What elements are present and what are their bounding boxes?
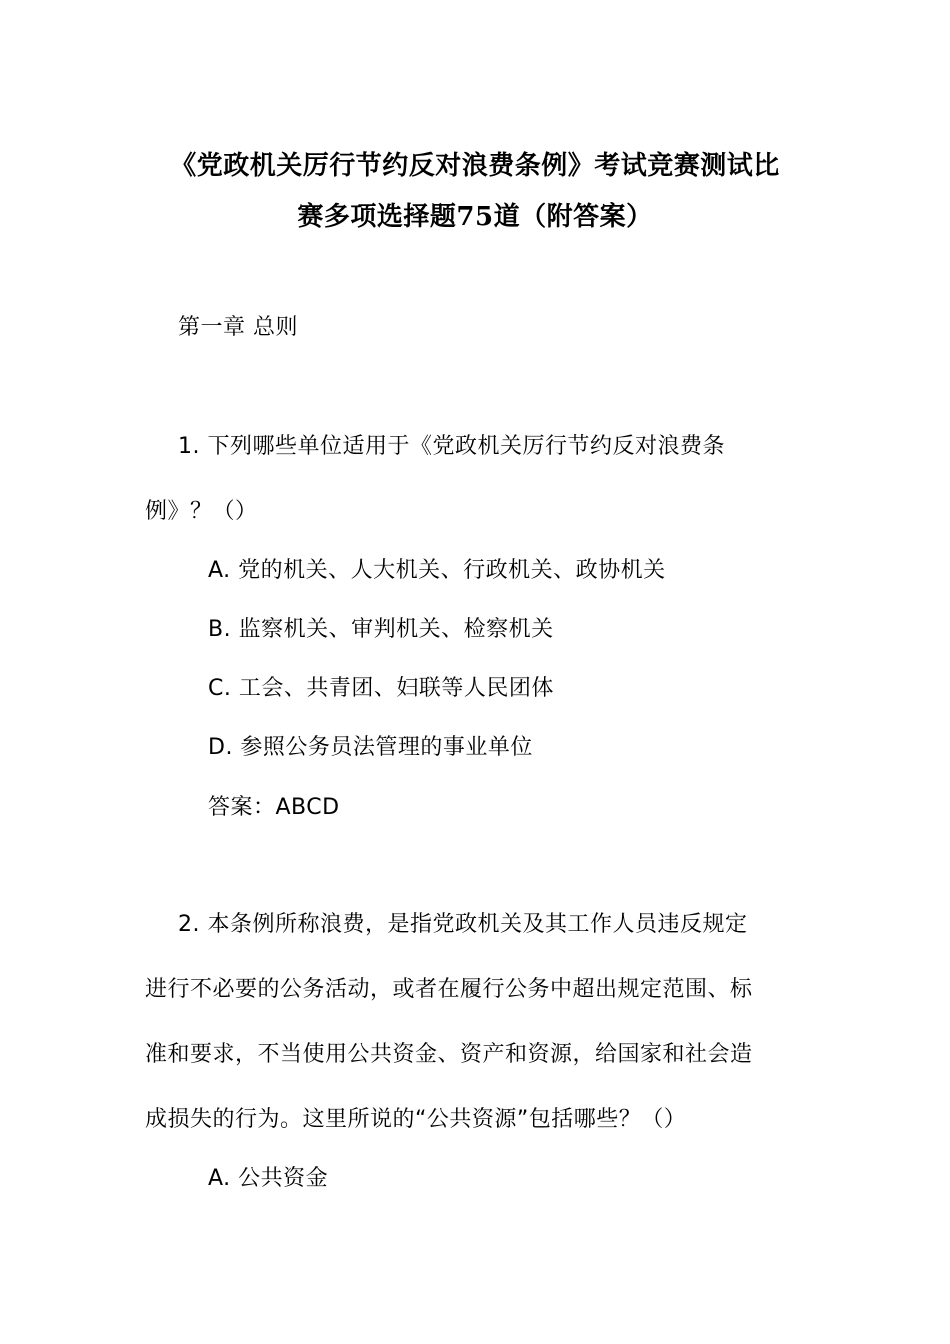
question-2-stem-line-4: 成损失的行为。这里所说的“公共资源”包括哪些？（） bbox=[145, 1107, 687, 1132]
question-2-option-a: A. 公共资金 bbox=[208, 1166, 329, 1191]
chapter-heading: 第一章 总则 bbox=[178, 315, 298, 340]
document-title-line-2: 赛多项选择题75道（附答案） bbox=[297, 202, 653, 232]
question-1-stem-line-1: 1. 下列哪些单位适用于《党政机关厉行节约反对浪费条 bbox=[178, 434, 725, 459]
question-2-stem-line-3: 准和要求，不当使用公共资金、资产和资源，给国家和社会造 bbox=[145, 1042, 753, 1067]
question-2-stem-line-2: 进行不必要的公务活动，或者在履行公务中超出规定范围、标 bbox=[145, 977, 753, 1002]
question-1-option-a: A. 党的机关、人大机关、行政机关、政协机关 bbox=[208, 558, 666, 583]
question-1-stem-line-2: 例》？（） bbox=[145, 499, 258, 524]
question-1-option-b: B. 监察机关、审判机关、检察机关 bbox=[208, 617, 554, 642]
question-1-option-c: C. 工会、共青团、妇联等人民团体 bbox=[208, 676, 554, 701]
question-2-stem-line-1: 2. 本条例所称浪费，是指党政机关及其工作人员违反规定 bbox=[178, 912, 748, 937]
document-title-line-1: 《党政机关厉行节约反对浪费条例》考试竞赛测试比 bbox=[170, 151, 780, 181]
question-1-answer: 答案：ABCD bbox=[208, 795, 340, 820]
question-1-option-d: D. 参照公务员法管理的事业单位 bbox=[208, 735, 533, 760]
